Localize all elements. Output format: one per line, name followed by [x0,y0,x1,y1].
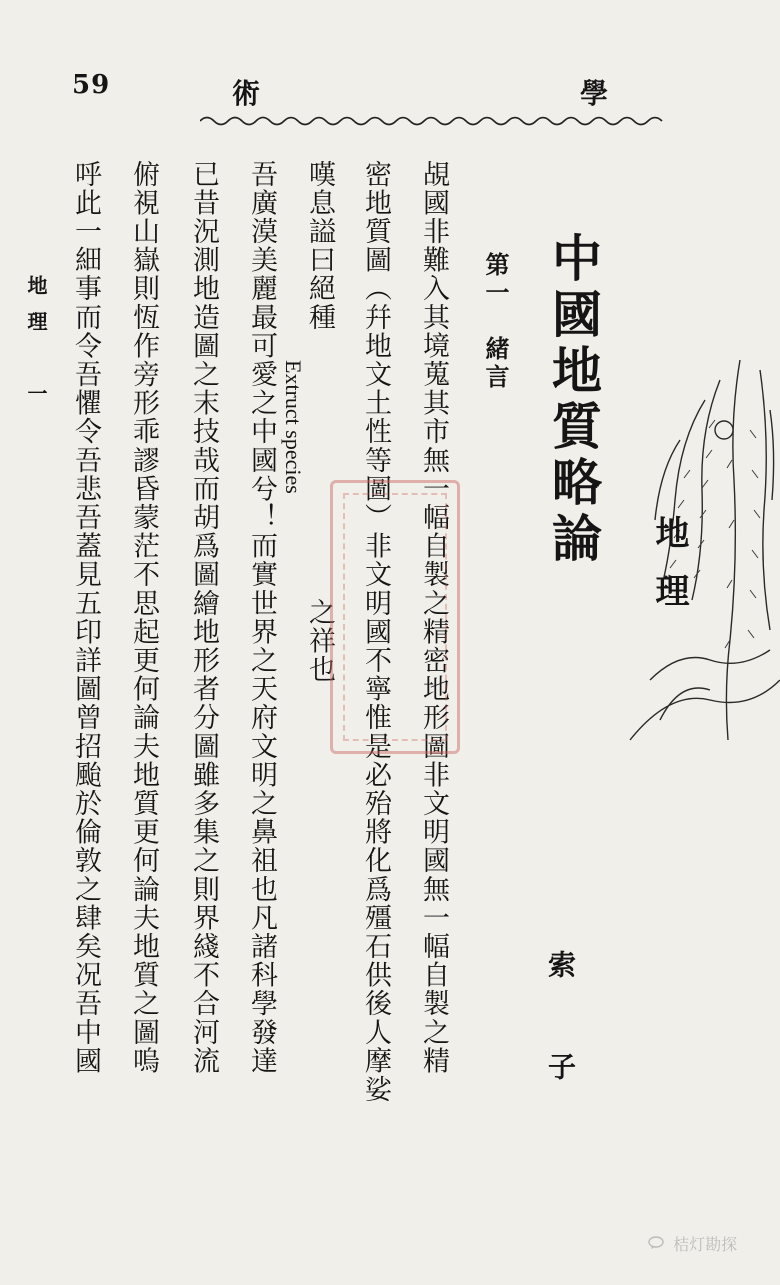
article-title: 中國地質略論 [544,232,603,568]
body-line-3: 嘆息謚曰絕種 [304,160,335,332]
chat-bubble-icon [648,1235,664,1254]
body-line-7: 呼此一細事而令吾懼令吾悲吾蓋見五印詳圖曾招颱於倫敦之肆矣况吾中國 [70,160,101,1076]
illustration-label: 地理 [649,515,689,631]
body-line-2: 密地質圖（幷地文土性等圖）非文明國不寧惟是必殆將化爲殭石供後人摩娑 [360,160,391,1104]
header-wavy-rule [200,114,670,128]
body-line-6: 俯視山嶽則恆作旁形乖謬昏蒙茫不思起更何論夫地質更何論夫地質之圖嗚 [128,160,159,1076]
watermark-text: 桔灯勘探 [673,1235,738,1254]
author-name: 索子 [544,950,577,1154]
side-running-label: 地理 一 [24,275,48,419]
body-line-3-tail: 之祥也 [304,598,335,684]
english-term: Extruct species [281,360,306,494]
body-line-5: 已昔況測地造圖之末技哉而胡爲圖繪地形者分圖雖多集之則界綫不合河流 [188,160,219,1076]
watermark [648,1232,737,1255]
header-char-right: 學 [580,77,609,110]
willow-tree-illustration [620,320,780,760]
faded-seal-stamp [330,480,460,754]
body-line-1: 覘國非難入其境蒐其市無一幅自製之精密地形圖非文明國無一幅自製之精 [418,160,449,1076]
section-heading: 第一 緒言 [481,252,510,392]
page-number: 59 [72,70,111,100]
header-char-left: 術 [232,77,261,110]
body-line-4: 吾廣漠美麗最可愛之中國兮！而實世界之天府文明之鼻祖也凡諸科學發達 [246,160,277,1076]
